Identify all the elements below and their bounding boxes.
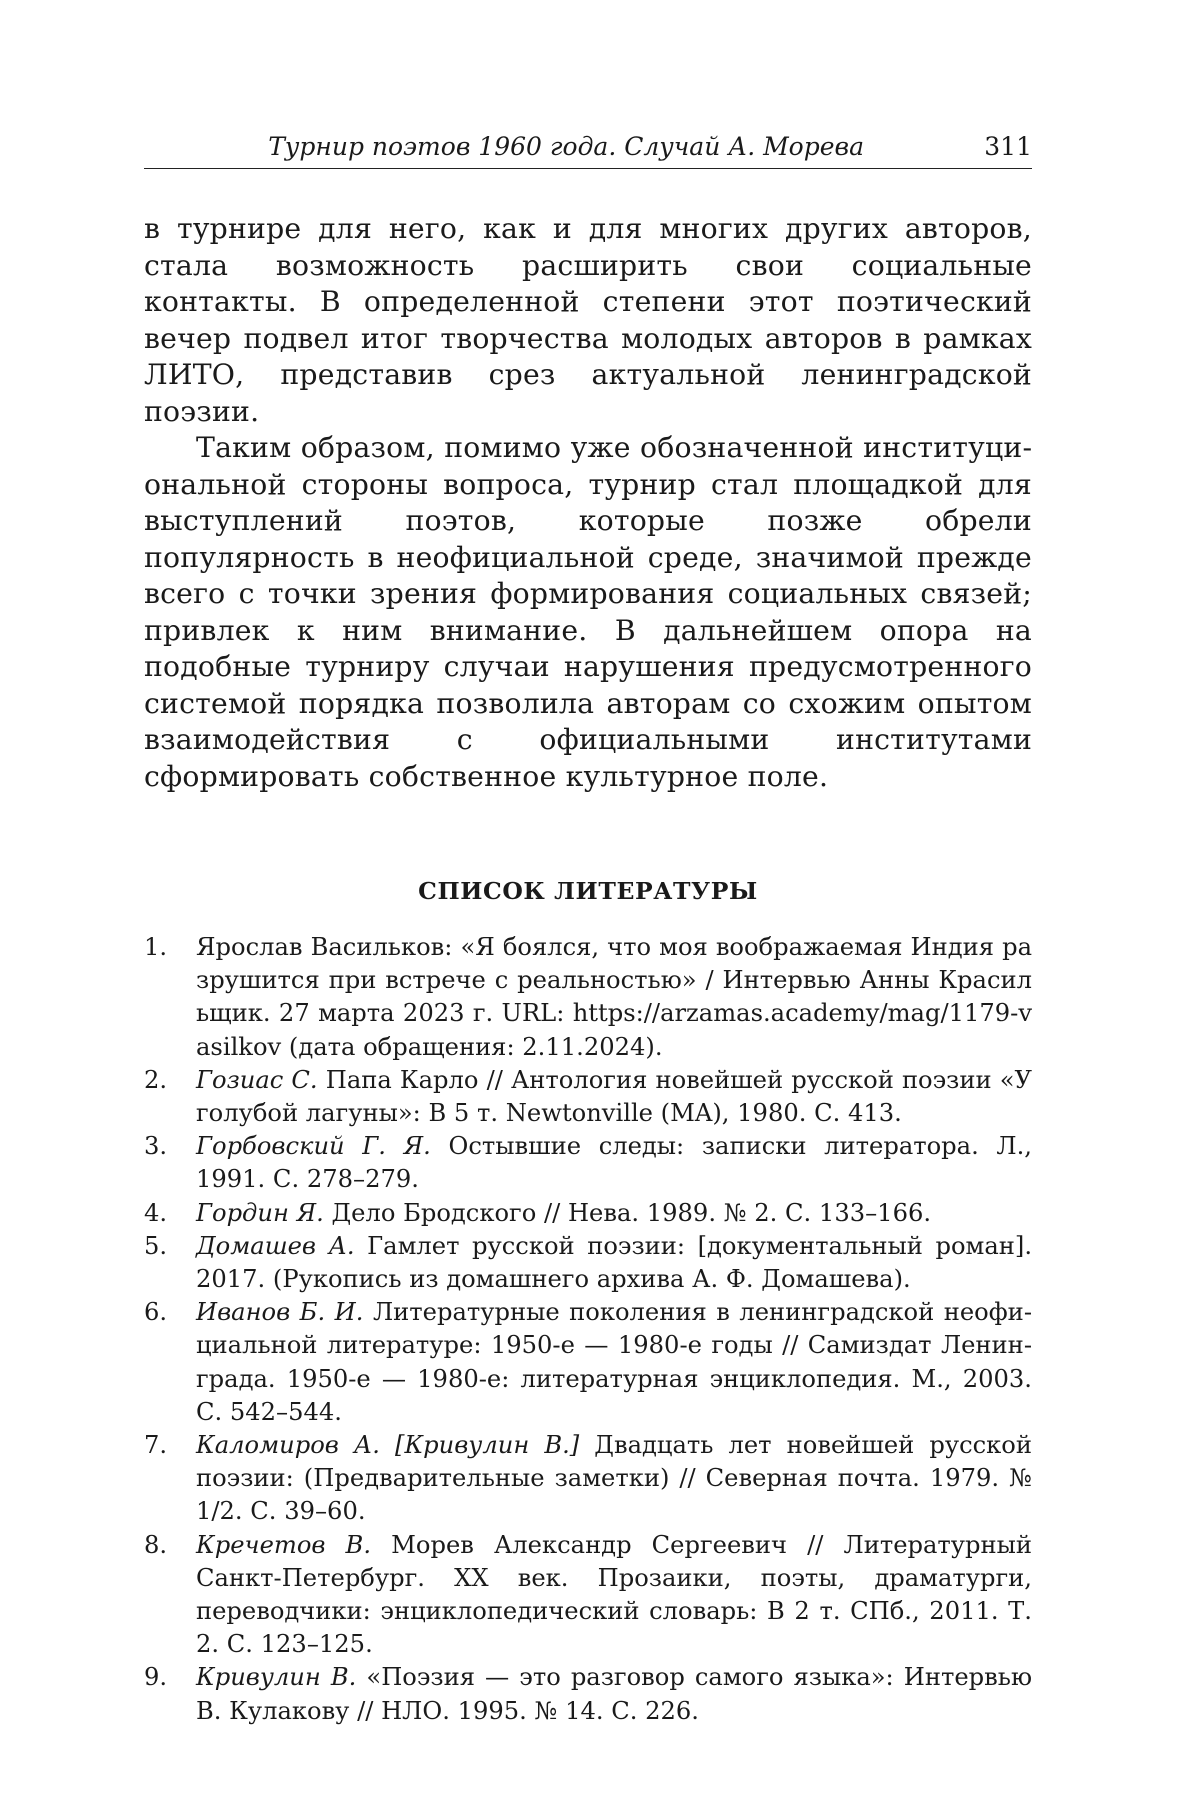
reference-text	[196, 1661, 1032, 1727]
body-paragraph: Таким образом, помимо уже обозначенной институци­ональной стороны вопроса, турнир стал площадкой для выступлений поэтов, которые позже обрели популярность в неофициальной среде, значимой прежде всего с точки зрения формирования социальных связей; привлек к ним внимание. В дальнейшем опора на подобные турниру случаи нарушения предусмотренного системой порядка позволила авторам со схожим опытом взаимодействия с официальными институтами сформировать собственное культурное поле.	[144, 430, 1032, 795]
reference-author: Кривулин В.	[196, 1663, 356, 1691]
reference-body: Остывшие следы: записки литератора. Л., 1991. С. 278–279.	[196, 1132, 1032, 1193]
reference-number: 8.	[144, 1529, 167, 1562]
reference-author: Горбовский Г. Я.	[196, 1132, 431, 1160]
body-text	[144, 211, 1032, 795]
reference-text	[196, 1130, 1032, 1196]
reference-number: 2.	[144, 1064, 167, 1097]
reference-body: Папа Карло // Антология новейшей русской поэзии «У голубой лагуны»: В 5 т. Newtonville (MA), 1980. С. 413.	[196, 1066, 1032, 1127]
reference-item	[144, 1296, 1032, 1429]
reference-item	[144, 931, 1032, 1064]
reference-item	[144, 1230, 1032, 1296]
reference-text	[196, 931, 1032, 1064]
reference-body: Ярослав Васильков: «Я боялся, что моя воображаемая Индия разру­шится при встрече с реальностью» / Интервью Анны Красильщик. 27 марта 2023 г. URL: https://arzamas.academy/mag/1179-vasilkov (дата обращения: 2.11.2024).	[196, 933, 1032, 1061]
reference-author: Гозиас С.	[196, 1066, 318, 1094]
reference-number: 9.	[144, 1661, 167, 1694]
reference-item	[144, 1130, 1032, 1196]
reference-number: 1.	[144, 931, 167, 964]
reference-text	[196, 1064, 1032, 1130]
reference-item	[144, 1661, 1032, 1727]
reference-text	[196, 1529, 1032, 1662]
reference-author: Каломиров А. [Кривулин В.]	[196, 1431, 579, 1459]
reference-text	[196, 1429, 1032, 1529]
reference-list	[144, 931, 1032, 1728]
reference-text	[196, 1197, 1032, 1230]
body-paragraph: в турнире для него, как и для многих других авторов, стала возможность расширить свои социальные контакты. В опре­деленной степени этот поэтический вечер подвел итог твор­чества молодых авторов в рамках ЛИТО, представив срез актуальной ленинградской поэзии.	[144, 211, 1032, 430]
reference-body: Дело Бродского // Нева. 1989. № 2. С. 133–166.	[324, 1199, 931, 1227]
reference-body: «Поэзия — это разговор самого языка»: Интервью В. Кулакову // НЛО. 1995. № 14. С. 226.	[196, 1663, 1032, 1724]
running-header	[144, 128, 1032, 169]
reference-item	[144, 1197, 1032, 1230]
reference-author: Иванов Б. И.	[196, 1298, 363, 1326]
reference-number: 5.	[144, 1230, 167, 1263]
reference-author: Гордин Я.	[196, 1199, 324, 1227]
reference-item	[144, 1429, 1032, 1529]
reference-number: 3.	[144, 1130, 167, 1163]
reference-number: 4.	[144, 1197, 167, 1230]
reference-body: Гамлет русской поэзии: [документальный роман]. 2017. (Рукопись из домашнего архива А. Ф. Домашева).	[196, 1232, 1032, 1293]
reference-number: 6.	[144, 1296, 167, 1329]
reference-body: Морев Александр Сергеевич // Литературный Санкт-Петербург. XX век. Прозаики, поэты, драматурги, переводчики: энциклопедический словарь: В 2 т. СПб., 2011. Т. 2. С. 123–125.	[196, 1531, 1032, 1659]
reference-author: Домашев А.	[196, 1232, 355, 1260]
book-page	[144, 128, 1032, 1728]
reference-item	[144, 1064, 1032, 1130]
page-number: 311	[984, 132, 1032, 161]
references-heading: СПИСОК ЛИТЕРАТУРЫ	[144, 877, 1032, 905]
reference-number: 7.	[144, 1429, 167, 1462]
reference-author: Кречетов В.	[196, 1531, 371, 1559]
reference-text	[196, 1230, 1032, 1296]
reference-item	[144, 1529, 1032, 1662]
reference-text	[196, 1296, 1032, 1429]
running-title: Турнир поэтов 1960 года. Случай А. Морева	[268, 132, 864, 161]
reference-body: Двадцать лет новейшей русской поэзии: (Предварительные заметки) // Северная почта. 1979. № 1/2. С. 39–60.	[196, 1431, 1032, 1525]
reference-body: Литературные поколения в ленинградской неофи­циальной литературе: 1950-е — 1980-е годы // Самиздат Ленин­града. 1950-е — 1980-е: литературная энциклопедия. М., 2003. С. 542–544.	[196, 1298, 1032, 1426]
